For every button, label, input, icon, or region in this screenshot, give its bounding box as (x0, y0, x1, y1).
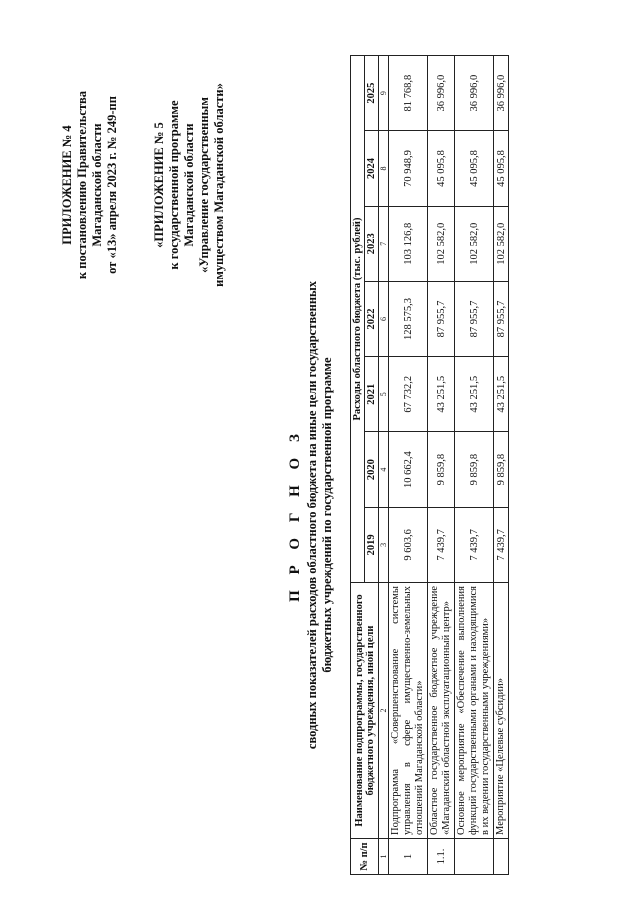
row-value: 9 603,6 (389, 507, 428, 582)
appendix-5-line: Магаданской области (182, 123, 196, 247)
appendix-4-line: Магаданской области (90, 123, 104, 247)
row-value: 81 768,8 (389, 56, 428, 131)
appendix-4-date: от «13» апреля 2023 г. № 249-пп (105, 96, 119, 274)
row-value: 9 859,8 (494, 432, 509, 507)
header-year: 2025 (365, 56, 379, 131)
table-row (455, 56, 494, 875)
column-index: 6 (379, 281, 389, 356)
appendix-5-line: к государственной программе (167, 100, 181, 270)
header-expenses: Расходы областного бюджета (тыс. рублей) (351, 56, 365, 583)
appendix-5-block (152, 55, 227, 315)
table-row (494, 56, 509, 875)
appendix-4-block (60, 55, 120, 315)
row-value: 10 662,4 (389, 432, 428, 507)
row-value: 102 582,0 (494, 206, 509, 281)
header-year: 2019 (365, 507, 379, 582)
row-value: 36 996,0 (428, 56, 455, 131)
table-index-row (379, 56, 389, 875)
column-index: 1 (379, 839, 389, 875)
header-year: 2024 (365, 131, 379, 206)
header-num: № п/п (351, 839, 379, 875)
column-index: 5 (379, 357, 389, 432)
header-year: 2020 (365, 432, 379, 507)
row-name: Областное государственное бюджетное учреждение «Магаданский областной эксплуатационный центр» (428, 583, 455, 839)
row-value: 45 095,8 (494, 131, 509, 206)
row-value: 43 251,5 (494, 357, 509, 432)
row-number (494, 839, 509, 875)
appendix-5-title: «ПРИЛОЖЕНИЕ № 5 (152, 122, 166, 248)
appendix-4-line: к постановлению Правительства (75, 90, 89, 280)
row-value: 9 859,8 (455, 432, 494, 507)
row-value: 87 955,7 (455, 281, 494, 356)
appendix-5-line: имуществом Магаданской области» (212, 83, 226, 287)
header-year: 2023 (365, 206, 379, 281)
table-header-row (351, 56, 365, 875)
column-index: 9 (379, 56, 389, 131)
row-value: 102 582,0 (428, 206, 455, 281)
heading-title: П Р О Г Н О З (287, 428, 303, 602)
row-value: 7 439,7 (428, 507, 455, 582)
appendix-5-line: «Управление государственным (197, 97, 211, 273)
header-name: Наименование подпрограммы, государственного бюджетного учреждения, иной цели (351, 583, 379, 839)
row-value: 43 251,5 (428, 357, 455, 432)
row-value: 43 251,5 (455, 357, 494, 432)
row-number (455, 839, 494, 875)
row-value: 36 996,0 (455, 56, 494, 131)
forecast-table (350, 55, 509, 875)
row-number: 1.1. (428, 839, 455, 875)
row-value: 45 095,8 (455, 131, 494, 206)
table-row (428, 56, 455, 875)
row-value: 9 859,8 (428, 432, 455, 507)
row-value: 36 996,0 (494, 56, 509, 131)
row-value: 67 732,2 (389, 357, 428, 432)
row-value: 45 095,8 (428, 131, 455, 206)
heading-subtitle: сводных показателей расходов областного бюджета на иные цели государственных (305, 280, 319, 750)
row-value: 7 439,7 (455, 507, 494, 582)
row-value: 102 582,0 (455, 206, 494, 281)
row-value: 7 439,7 (494, 507, 509, 582)
column-index: 8 (379, 131, 389, 206)
column-index: 3 (379, 507, 389, 582)
table-row (389, 56, 428, 875)
row-value: 128 575,3 (389, 281, 428, 356)
row-value: 103 126,8 (389, 206, 428, 281)
header-year: 2021 (365, 357, 379, 432)
heading-subtitle: бюджетных учреждений по государственной программе (320, 357, 334, 673)
row-name: Мероприятие «Целевые субсидии» (494, 583, 509, 839)
header-year: 2022 (365, 281, 379, 356)
column-index: 7 (379, 206, 389, 281)
row-value: 87 955,7 (428, 281, 455, 356)
row-name: Основное мероприятие «Обеспечение выполнения функций государственными органами и находящимися в их ведении государственными учреждениями» (455, 583, 494, 839)
row-name: Подпрограмма «Совершенствование системы управления в сфере имущественно-земельных отношений Магаданской области» (389, 583, 428, 839)
row-value: 70 948,9 (389, 131, 428, 206)
appendix-4-title: ПРИЛОЖЕНИЕ № 4 (60, 125, 74, 245)
row-number: 1 (389, 839, 428, 875)
column-index: 2 (379, 583, 389, 839)
document-heading (285, 235, 335, 795)
row-value: 87 955,7 (494, 281, 509, 356)
column-index: 4 (379, 432, 389, 507)
